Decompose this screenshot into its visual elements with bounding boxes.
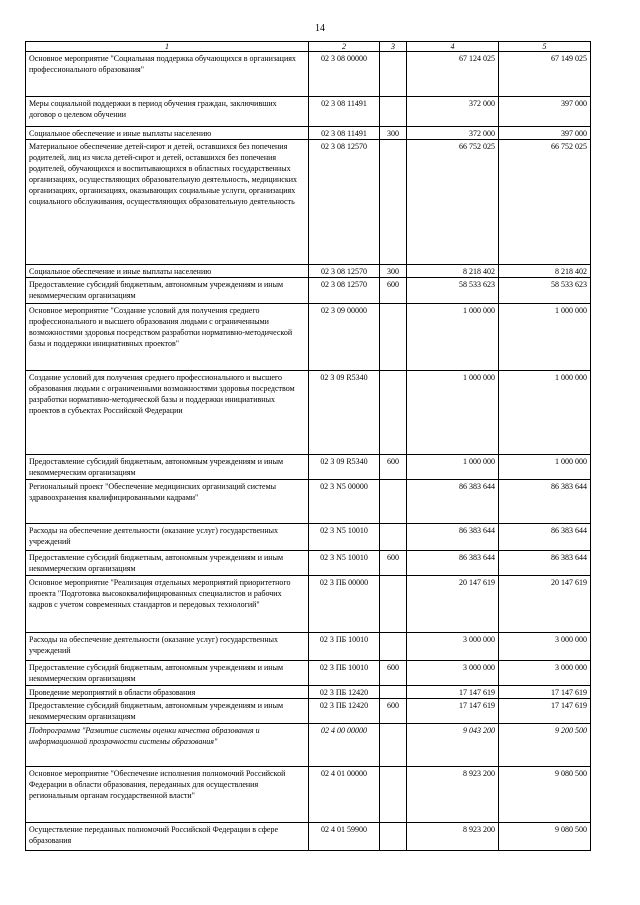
row-amount-year-2: 66 752 025 bbox=[499, 140, 591, 265]
row-name: Подпрограмма "Развитие системы оценки качества образования и информационной прозрачности системы образования" bbox=[26, 724, 309, 767]
row-amount-year-1: 58 533 623 bbox=[407, 278, 499, 304]
table-row bbox=[26, 699, 591, 724]
row-expense-type bbox=[380, 633, 407, 661]
header-col-2: 2 bbox=[309, 42, 380, 52]
row-code: 02 3 ПБ 12420 bbox=[309, 686, 380, 699]
row-name: Социальное обеспечение и иные выплаты населению bbox=[26, 127, 309, 140]
table-row bbox=[26, 823, 591, 851]
row-amount-year-1: 1 000 000 bbox=[407, 455, 499, 480]
row-code: 02 3 ПБ 10010 bbox=[309, 633, 380, 661]
row-code: 02 3 N5 10010 bbox=[309, 551, 380, 576]
table-row bbox=[26, 633, 591, 661]
header-col-3: 3 bbox=[380, 42, 407, 52]
table-row bbox=[26, 52, 591, 97]
row-expense-type: 600 bbox=[380, 699, 407, 724]
row-name: Основное мероприятие "Обеспечение исполнения полномочий Российской Федерации в области образования, переданных для осуществления региональным органам государственной власти" bbox=[26, 767, 309, 823]
row-amount-year-2: 86 383 644 bbox=[499, 524, 591, 551]
row-code: 02 3 08 12570 bbox=[309, 265, 380, 278]
row-expense-type bbox=[380, 480, 407, 524]
row-amount-year-2: 86 383 644 bbox=[499, 551, 591, 576]
table-row bbox=[26, 551, 591, 576]
row-name: Основное мероприятие "Создание условий для получения среднего профессионального и высшего образования людьми с ограниченными возможностями здоровья посредством разработки нормативно-методической базы и поддержки инициативных проектов" bbox=[26, 304, 309, 371]
row-name: Основное мероприятие "Социальная поддержка обучающихся в организациях профессионального образования" bbox=[26, 52, 309, 97]
row-name: Расходы на обеспечение деятельности (оказание услуг) государственных учреждений bbox=[26, 524, 309, 551]
page-number: 14 bbox=[315, 23, 325, 34]
row-amount-year-2: 8 218 402 bbox=[499, 265, 591, 278]
row-expense-type bbox=[380, 97, 407, 127]
row-name: Социальное обеспечение и иные выплаты населению bbox=[26, 265, 309, 278]
row-amount-year-2: 20 147 619 bbox=[499, 576, 591, 633]
row-amount-year-2: 17 147 619 bbox=[499, 686, 591, 699]
row-amount-year-2: 17 147 619 bbox=[499, 699, 591, 724]
row-expense-type bbox=[380, 371, 407, 455]
row-code: 02 4 01 00000 bbox=[309, 767, 380, 823]
row-name: Создание условий для получения среднего профессионального и высшего образования людьми с ограниченными возможностями здоровья посредством разработки нормативно-методической базы и поддержки инициативных проектов в субъектах Российской Федерации bbox=[26, 371, 309, 455]
row-amount-year-1: 372 000 bbox=[407, 127, 499, 140]
row-name: Материальное обеспечение детей-сирот и детей, оставшихся без попечения родителей, лиц из числа детей-сирот и детей, оставшихся без попечения родителей, обучающихся и воспитывающихся в областных государственных организациях, осуществляющих образовательную деятельность, медицинских организациях, организациях, оказывающих социальные услуги, организациях социального обслуживания, осуществляющих образовательную деятельность bbox=[26, 140, 309, 265]
row-expense-type bbox=[380, 724, 407, 767]
table-header-row bbox=[26, 42, 591, 52]
row-amount-year-1: 3 000 000 bbox=[407, 661, 499, 686]
row-amount-year-2: 58 533 623 bbox=[499, 278, 591, 304]
table-row bbox=[26, 724, 591, 767]
row-expense-type: 600 bbox=[380, 661, 407, 686]
row-expense-type: 600 bbox=[380, 551, 407, 576]
table-row bbox=[26, 265, 591, 278]
row-name: Региональный проект "Обеспечение медицинских организаций системы здравоохранения квалифицированными кадрами" bbox=[26, 480, 309, 524]
table-row bbox=[26, 127, 591, 140]
row-amount-year-1: 66 752 025 bbox=[407, 140, 499, 265]
row-code: 02 3 08 11491 bbox=[309, 97, 380, 127]
row-expense-type bbox=[380, 304, 407, 371]
row-code: 02 3 N5 00000 bbox=[309, 480, 380, 524]
row-amount-year-2: 86 383 644 bbox=[499, 480, 591, 524]
row-amount-year-2: 67 149 025 bbox=[499, 52, 591, 97]
table-row bbox=[26, 576, 591, 633]
table-row bbox=[26, 480, 591, 524]
row-amount-year-1: 3 000 000 bbox=[407, 633, 499, 661]
row-amount-year-1: 1 000 000 bbox=[407, 371, 499, 455]
row-code: 02 3 09 R5340 bbox=[309, 371, 380, 455]
row-expense-type: 600 bbox=[380, 455, 407, 480]
table-row bbox=[26, 455, 591, 480]
row-code: 02 3 08 00000 bbox=[309, 52, 380, 97]
row-amount-year-1: 17 147 619 bbox=[407, 699, 499, 724]
table-row bbox=[26, 767, 591, 823]
row-name: Предоставление субсидий бюджетным, автономным учреждениям и иным некоммерческим организациям bbox=[26, 551, 309, 576]
row-expense-type bbox=[380, 140, 407, 265]
row-amount-year-1: 86 383 644 bbox=[407, 551, 499, 576]
budget-table bbox=[25, 41, 591, 851]
row-amount-year-2: 9 080 500 bbox=[499, 767, 591, 823]
row-amount-year-2: 397 000 bbox=[499, 127, 591, 140]
table-row bbox=[26, 304, 591, 371]
row-name: Предоставление субсидий бюджетным, автономным учреждениям и иным некоммерческим организациям bbox=[26, 661, 309, 686]
row-name: Предоставление субсидий бюджетным, автономным учреждениям и иным некоммерческим организациям bbox=[26, 455, 309, 480]
row-amount-year-1: 20 147 619 bbox=[407, 576, 499, 633]
row-code: 02 3 ПБ 10010 bbox=[309, 661, 380, 686]
row-amount-year-1: 1 000 000 bbox=[407, 304, 499, 371]
row-code: 02 3 09 R5340 bbox=[309, 455, 380, 480]
row-name: Предоставление субсидий бюджетным, автономным учреждениям и иным некоммерческим организациям bbox=[26, 278, 309, 304]
row-amount-year-1: 17 147 619 bbox=[407, 686, 499, 699]
row-amount-year-1: 8 218 402 bbox=[407, 265, 499, 278]
row-amount-year-2: 3 000 000 bbox=[499, 633, 591, 661]
header-col-5: 5 bbox=[499, 42, 591, 52]
row-name: Меры социальной поддержки в период обучения граждан, заключивших договор о целевом обучении bbox=[26, 97, 309, 127]
table-row bbox=[26, 661, 591, 686]
row-code: 02 3 09 00000 bbox=[309, 304, 380, 371]
row-code: 02 4 01 59900 bbox=[309, 823, 380, 851]
row-code: 02 3 ПБ 00000 bbox=[309, 576, 380, 633]
row-expense-type bbox=[380, 686, 407, 699]
row-amount-year-1: 372 000 bbox=[407, 97, 499, 127]
row-expense-type bbox=[380, 576, 407, 633]
row-amount-year-2: 1 000 000 bbox=[499, 304, 591, 371]
row-amount-year-2: 9 080 500 bbox=[499, 823, 591, 851]
row-code: 02 3 N5 10010 bbox=[309, 524, 380, 551]
row-expense-type: 300 bbox=[380, 265, 407, 278]
row-expense-type: 300 bbox=[380, 127, 407, 140]
row-amount-year-2: 397 000 bbox=[499, 97, 591, 127]
table-row bbox=[26, 371, 591, 455]
row-code: 02 3 08 12570 bbox=[309, 140, 380, 265]
row-amount-year-2: 1 000 000 bbox=[499, 371, 591, 455]
header-col-1: 1 bbox=[26, 42, 309, 52]
row-name: Проведение мероприятий в области образования bbox=[26, 686, 309, 699]
row-code: 02 3 ПБ 12420 bbox=[309, 699, 380, 724]
table-row bbox=[26, 278, 591, 304]
table-row bbox=[26, 140, 591, 265]
table-row bbox=[26, 97, 591, 127]
table-row bbox=[26, 686, 591, 699]
row-amount-year-1: 8 923 200 bbox=[407, 823, 499, 851]
row-amount-year-1: 67 124 025 bbox=[407, 52, 499, 97]
table-row bbox=[26, 524, 591, 551]
row-expense-type bbox=[380, 823, 407, 851]
row-name: Основное мероприятие "Реализация отдельных мероприятий приоритетного проекта "Подготовка высококвалифицированных специалистов и рабочих кадров с учетом современных стандартов и передовых технологий" bbox=[26, 576, 309, 633]
row-expense-type bbox=[380, 52, 407, 97]
row-code: 02 3 08 12570 bbox=[309, 278, 380, 304]
row-code: 02 3 08 11491 bbox=[309, 127, 380, 140]
row-expense-type bbox=[380, 524, 407, 551]
row-amount-year-2: 3 000 000 bbox=[499, 661, 591, 686]
row-expense-type bbox=[380, 767, 407, 823]
row-amount-year-1: 8 923 200 bbox=[407, 767, 499, 823]
row-expense-type: 600 bbox=[380, 278, 407, 304]
row-amount-year-2: 9 200 500 bbox=[499, 724, 591, 767]
row-name: Осуществление переданных полномочий Российской Федерации в сфере образования bbox=[26, 823, 309, 851]
row-code: 02 4 00 00000 bbox=[309, 724, 380, 767]
row-amount-year-1: 9 043 200 bbox=[407, 724, 499, 767]
row-amount-year-1: 86 383 644 bbox=[407, 524, 499, 551]
row-name: Расходы на обеспечение деятельности (оказание услуг) государственных учреждений bbox=[26, 633, 309, 661]
row-name: Предоставление субсидий бюджетным, автономным учреждениям и иным некоммерческим организациям bbox=[26, 699, 309, 724]
header-col-4: 4 bbox=[407, 42, 499, 52]
row-amount-year-1: 86 383 644 bbox=[407, 480, 499, 524]
row-amount-year-2: 1 000 000 bbox=[499, 455, 591, 480]
